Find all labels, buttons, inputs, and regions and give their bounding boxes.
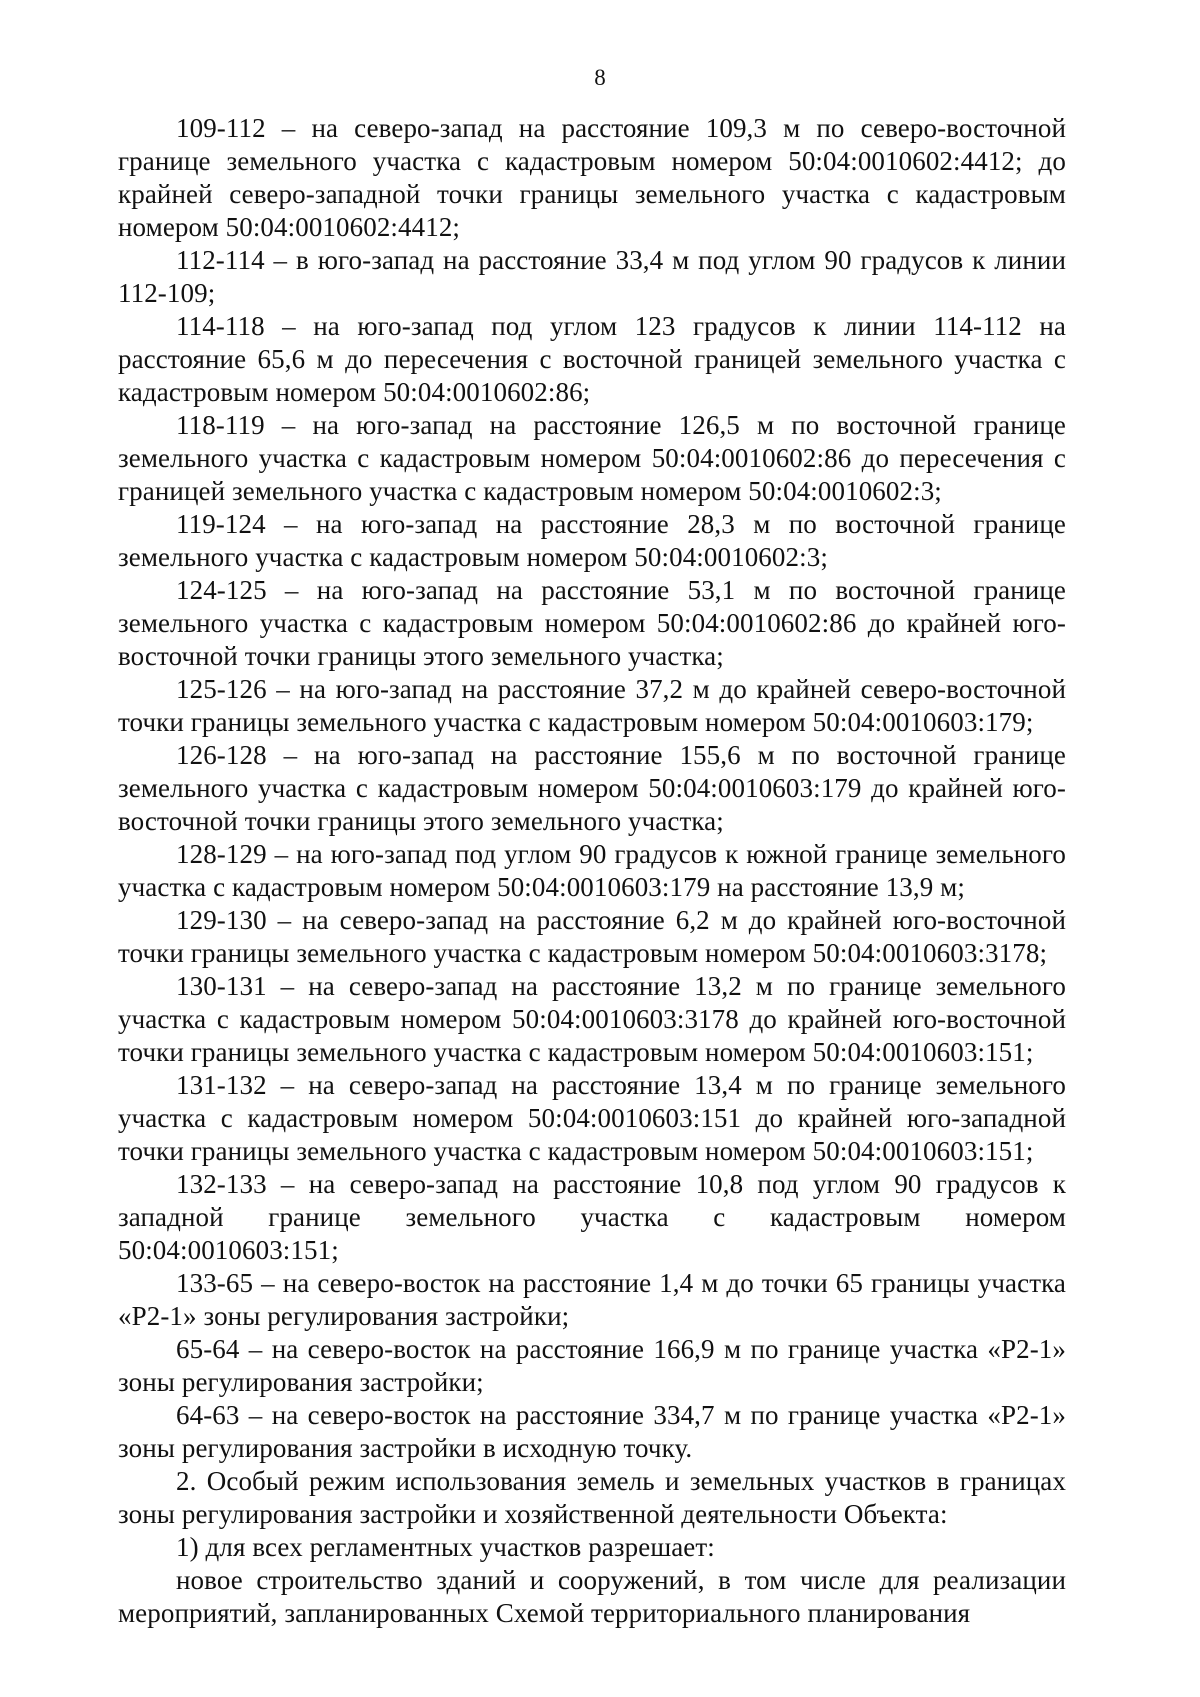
paragraph-131-132: 131-132 – на северо-запад на расстояние 13,4 м по границе земельного участка с кадастровым номером 50:04:0010603:151 до крайней юго-западной точки границы земельного участка с кадастровым номером 50:04:0010603:151;: [118, 1070, 1066, 1166]
paragraph-126-128: 126-128 – на юго-запад на расстояние 155,6 м по восточной границе земельного участка с кадастровым номером 50:04:0010603:179 до крайней юго-восточной точки границы этого земельного участка;: [118, 740, 1066, 836]
paragraph-133-65: 133-65 – на северо-восток на расстояние 1,4 м до точки 65 границы участка «Р2-1» зоны регулирования застройки;: [118, 1268, 1066, 1331]
paragraph-124-125: 124-125 – на юго-запад на расстояние 53,1 м по восточной границе земельного участка с кадастровым номером 50:04:0010602:86 до крайней юго-восточной точки границы этого земельного участка;: [118, 575, 1066, 671]
paragraph-118-119: 118-119 – на юго-запад на расстояние 126,5 м по восточной границе земельного участка с кадастровым номером 50:04:0010602:86 до пересечения с границей земельного участка с кадастровым номером 50:04:0010602:3;: [118, 410, 1066, 506]
paragraph-item-1: 1) для всех регламентных участков разрешает:: [176, 1532, 715, 1562]
page-number: 8: [594, 65, 606, 90]
paragraph-109-112: 109-112 – на северо-запад на расстояние 109,3 м по северо-восточной границе земельного участка с кадастровым номером 50:04:0010602:4412; до крайней северо-западной точки границы земельного участка с кадастровым номером 50:04:0010602:4412;: [118, 113, 1066, 242]
paragraph-112-114: 112-114 – в юго-запад на расстояние 33,4 м под углом 90 градусов к линии 112-109;: [118, 245, 1066, 308]
paragraph-125-126: 125-126 – на юго-запад на расстояние 37,2 м до крайней северо-восточной точки границы земельного участка с кадастровым номером 50:04:0010603:179;: [118, 674, 1066, 737]
paragraph-64-63: 64-63 – на северо-восток на расстояние 334,7 м по границе участка «Р2-1» зоны регулирования застройки в исходную точку.: [118, 1400, 1066, 1463]
paragraph-129-130: 129-130 – на северо-запад на расстояние 6,2 м до крайней юго-восточной точки границы земельного участка с кадастровым номером 50:04:0010603:3178;: [118, 905, 1066, 968]
paragraph-114-118: 114-118 – на юго-запад под углом 123 градусов к линии 114-112 на расстояние 65,6 м до пересечения с восточной границей земельного участка с кадастровым номером 50:04:0010602:86;: [118, 311, 1066, 407]
paragraph-new-construction: новое строительство зданий и сооружений, в том числе для реализации мероприятий, запланированных Схемой территориального планирования: [118, 1565, 1066, 1628]
paragraph-section-2: 2. Особый режим использования земель и земельных участков в границах зоны регулирования застройки и хозяйственной деятельности Объекта:: [118, 1466, 1066, 1529]
paragraph-130-131: 130-131 – на северо-запад на расстояние 13,2 м по границе земельного участка с кадастровым номером 50:04:0010603:3178 до крайней юго-восточной точки границы земельного участка с кадастровым номером 50:04:0010603:151;: [118, 971, 1066, 1067]
paragraph-119-124: 119-124 – на юго-запад на расстояние 28,3 м по восточной границе земельного участка с кадастровым номером 50:04:0010602:3;: [118, 509, 1066, 572]
paragraph-128-129: 128-129 – на юго-запад под углом 90 градусов к южной границе земельного участка с кадастровым номером 50:04:0010603:179 на расстояние 13,9 м;: [118, 839, 1066, 902]
document-body: [118, 112, 1066, 1630]
paragraph-65-64: 65-64 – на северо-восток на расстояние 166,9 м по границе участка «Р2-1» зоны регулирования застройки;: [118, 1334, 1066, 1397]
paragraph-132-133: 132-133 – на северо-запад на расстояние 10,8 под углом 90 градусов к западной границе земельного участка с кадастровым номером 50:04:0010603:151;: [118, 1169, 1066, 1265]
